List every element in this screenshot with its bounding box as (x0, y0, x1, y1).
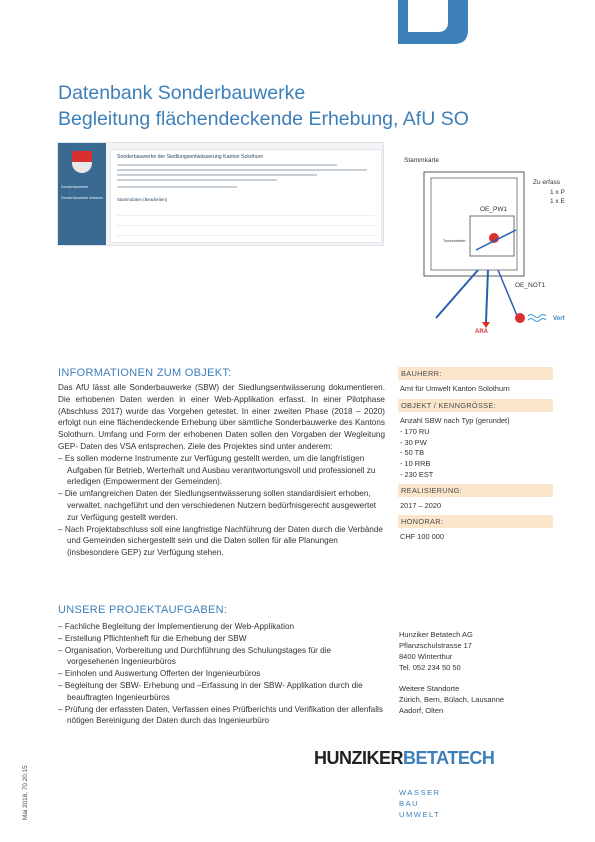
list-item: - 50 TB (400, 448, 425, 458)
diagram-label-oe-not1: OE_NOT1 (515, 282, 546, 289)
list-item: – Begleitung der SBW- Erhebung und –Erfassung in der SBW- Applikation durch die beauftragten Ingenieurbüros (58, 680, 363, 702)
diagram-label-ara: ARA (475, 329, 488, 335)
honorar-label: HONORAR: (398, 515, 553, 528)
list-item: - 30 PW (400, 437, 427, 447)
list-item: – Prüfung der erfassten Daten, Verfassen eines Prüfberichts und Verifikation der allenfalls nötigen Bereinigung der Daten durch das Ingenieurbüro (58, 704, 383, 726)
info-bullet-list (58, 453, 385, 559)
screenshot-form-row (117, 206, 375, 216)
web-app-screenshot (57, 142, 384, 246)
tasks-bullet-list (58, 621, 385, 727)
company-address (399, 629, 473, 673)
screenshot-sidebar (58, 143, 106, 245)
water-wave-icon (528, 319, 546, 322)
screenshot-form-row (117, 216, 375, 226)
diagram-outlet-icon (515, 313, 525, 323)
company-street: Pflanzschulstrasse 17 (399, 641, 472, 650)
water-wave-icon (528, 315, 546, 318)
canton-crest-icon (72, 151, 92, 173)
diagram-label-oe-pw1: OE_PW1 (480, 206, 508, 213)
tasks-heading: UNSERE PROJEKTAUFGABEN: (58, 604, 228, 616)
list-item: – Es sollen moderne Instrumente zur Verfügung gestellt werden, um die langfristigen Aufgaben für Betrieb, Werterhalt und Ausbau verantwortungsvoll und professionell zu erledigen (Empowerment der Gemeinden). (58, 453, 376, 487)
diagram-label-1xp: 1 x P (550, 189, 565, 196)
other-locations-line-1: Zürich, Bern, Bülach, Lausanne (399, 695, 505, 704)
bauherr-label: BAUHERR: (398, 367, 553, 380)
diagram-label-zuerfass: Zu erfass (533, 179, 561, 186)
list-item: – Nach Projektabschluss soll eine langfristige Nachführung der Daten durch die Verbände und Gemeinden sichergestellt sein und die Daten sollen für alle Planungen (insbesondere GEP) zur Verfügung stehen. (58, 524, 383, 558)
diagram-pipe (498, 270, 518, 318)
screenshot-form-row (117, 226, 375, 236)
list-item: – Die umfangreichen Daten der Siedlungsentwässerung sollen standardisiert erhoben, verwaltet, nachgeführt und den verschiedenen Nutzern bedürfnisgerecht ausgewertet zur Verfügung gestellt werden. (58, 489, 377, 522)
objekt-label: OBJEKT / KENNGRÖSSE: (398, 399, 553, 412)
tasks-body (58, 621, 385, 727)
info-heading: INFORMATIONEN ZUM OBJEKT: (58, 367, 232, 379)
info-paragraph: Das AfU lässt alle Sonderbauwerke (SBW) der Siedlungsentwässerung dokumentieren. Die erhobenen Daten werden in einer Web-Applikation erfasst. In einer Pilotphase (Abschluss 2017) wurde das Vorgehen getestet. In einer zweiten Phase (2018 – 2020) erfolgt nun eine flächendeckende Erhebung über sämtliche Sonderbauwerke des Kantons Solothurn. Umfang und Form der erhobenen Daten sollen den Vorgaben der Wegleitung GEP- Daten des VSA entsprechen. Ziele des Projektes sind unter anderem: (58, 383, 385, 451)
list-item: - 10 RRB (400, 459, 431, 469)
logo-corner-shape (398, 0, 468, 44)
company-other-locations (399, 683, 504, 716)
screenshot-side-text-2: Sonderbauwerke erfassen (61, 196, 103, 200)
page-title (58, 80, 469, 132)
diagram-arrow-icon (482, 322, 490, 328)
screenshot-main-panel (110, 149, 382, 243)
screenshot-text-line (117, 169, 367, 171)
brand-sub-1: WASSER (399, 788, 441, 797)
list-item: – Erstellung Pflichtenheft für die Erhebung der SBW (58, 633, 247, 643)
honorar-value: CHF 100 000 (400, 532, 444, 541)
company-phone: Tel. 052 234 50 50 (399, 663, 461, 672)
document-code: Mai 2018, 70.20.15 (22, 765, 29, 820)
company-logo (314, 748, 494, 769)
title-line-2: Begleitung flächendeckende Erhebung, AfU SO (58, 108, 469, 130)
brand-sub-3: UMWELT (399, 810, 441, 819)
screenshot-text-line (117, 179, 277, 181)
list-item: Anzahl SBW nach Typ (gerundet) (400, 416, 510, 425)
objekt-list (400, 416, 510, 481)
company-name: Hunziker Betatech AG (399, 630, 473, 639)
screenshot-subheading: Stammdaten (Bearbeiten) (117, 197, 168, 202)
diagram-pipe (486, 270, 488, 322)
list-item: – Fachliche Begleitung der Implementierung der Web-Applikation (58, 622, 295, 631)
realisierung-label: REALISIERUNG: (398, 484, 553, 497)
realisierung-value: 2017 – 2020 (400, 501, 442, 510)
title-line-1: Datenbank Sonderbauwerke (58, 82, 306, 104)
list-item: - 170 RU (400, 426, 430, 436)
list-item: - 230 EST (400, 469, 434, 479)
list-item: – Einholen und Auswertung Offerten der Ingenieurbüros (58, 669, 261, 679)
bauherr-value: Amt für Umwelt Kanton Solothurn (400, 384, 510, 393)
screenshot-heading: Sonderbauwerke der Siedlungsentwässerung Kanton Solothurn (117, 154, 264, 160)
screenshot-text-line (117, 174, 317, 176)
other-locations-label: Weitere Standorte (399, 684, 460, 693)
diagram-pipe (436, 270, 478, 318)
screenshot-text-line (117, 186, 237, 188)
diagram-label-trockenwetter: Trockenwetter (443, 239, 466, 243)
diagram-title: Stammkarte (404, 157, 440, 164)
list-item: – Organisation, Vorbereitung und Durchführung des Schulungstages für die vorgesehenen Ingenieurbüros (58, 645, 332, 667)
logo-text-hunziker: HUNZIKER (314, 748, 403, 768)
brand-sub-2: BAU (399, 799, 420, 808)
logo-text-betatech: BETATECH (403, 748, 495, 768)
screenshot-text-line (117, 164, 337, 166)
schematic-diagram (398, 150, 595, 335)
diagram-label-1xe: 1 x E (550, 198, 565, 205)
diagram-pipe (476, 230, 516, 250)
company-city: 8400 Winterthur (399, 652, 453, 661)
diagram-label-vorf: Vorf (553, 316, 565, 322)
other-locations-line-2: Aadorf, Olten (399, 706, 444, 715)
info-body (58, 382, 385, 559)
diagram-outer-box (424, 172, 524, 276)
screenshot-side-text-1: Sonderbauwerke (61, 185, 89, 189)
